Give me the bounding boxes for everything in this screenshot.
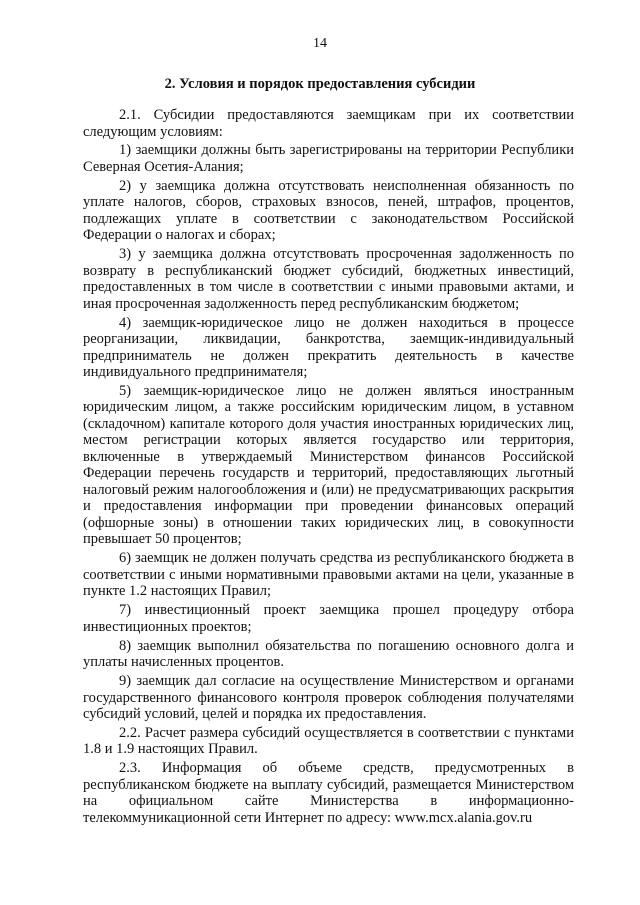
paragraph-2-3: 2.3. Информация об объеме средств, предусмотренных в республиканском бюджете на выплату субсидий, размещается Министерством на официальном сайте Министерства в информационно-телекоммуникационной сети Интернет по адресу: www.mcx.alania.gov.ru (83, 760, 574, 826)
paragraph-condition-5: 5) заемщик-юридическое лицо не должен являться иностранным юридическим лицом, а также российским юридическим лицом, в уставном (складочном) капитале которого доля участия иностранных юридических лиц, местом регистрации которых является государство или территория, включенные в утверждаемый Министерством финансов Российской Федерации перечень государств и территорий, предоставляющих льготный налоговый режим налогообложения и (или) не предусматривающих раскрытия и предоставления информации при проведении финансовых операций (офшорные зоны) в отношении таких юридических лиц, в совокупности превышает 50 процентов; (83, 382, 574, 548)
paragraph-2-1: 2.1. Субсидии предоставляются заемщикам при их соответствии следующим условиям: (83, 107, 574, 140)
paragraph-condition-6: 6) заемщик не должен получать средства из республиканского бюджета в соответствии с иными нормативными правовыми актами на цели, указанные в пункте 1.2 настоящих Правил; (83, 550, 574, 600)
paragraph-condition-4: 4) заемщик-юридическое лицо не должен находиться в процессе реорганизации, ликвидации, банкротства, заемщик-индивидуальный предприниматель не должен прекратить деятельность в качестве индивидуального предпринимателя; (83, 314, 574, 381)
section-body (83, 107, 574, 829)
paragraph-condition-3: 3) у заемщика должна отсутствовать просроченная задолженность по возврату в республиканский бюджет субсидий, бюджетных инвестиций, предоставленных в том числе в соответствии с иными правовыми актами, и иная просроченная задолженность перед республиканским бюджетом; (83, 246, 574, 312)
paragraph-condition-2: 2) у заемщика должна отсутствовать неисполненная обязанность по уплате налогов, сборов, страховых взносов, пеней, штрафов, процентов, подлежащих уплате в соответствии с законодательством Российской Федерации о налогах и сборах; (83, 177, 574, 244)
paragraph-condition-9: 9) заемщик дал согласие на осуществление Министерством и органами государственного финансового контроля проверок соблюдения получателями субсидий условий, целей и порядка их предоставления. (83, 673, 574, 723)
paragraph-condition-7: 7) инвестиционный проект заемщика прошел процедуру отбора инвестиционных проектов; (83, 602, 574, 635)
paragraph-condition-1: 1) заемщики должны быть зарегистрированы на территории Республики Северная Осетия-Алания; (83, 142, 574, 175)
page-number: 14 (313, 36, 327, 51)
paragraph-condition-8: 8) заемщик выполнил обязательства по погашению основного долга и уплаты начисленных процентов. (83, 637, 574, 671)
section-heading: 2. Условия и порядок предоставления субсидии (164, 76, 476, 92)
paragraph-2-2: 2.2. Расчет размера субсидий осуществляется в соответствии с пунктами 1.8 и 1.9 настоящих Правил. (83, 724, 574, 758)
